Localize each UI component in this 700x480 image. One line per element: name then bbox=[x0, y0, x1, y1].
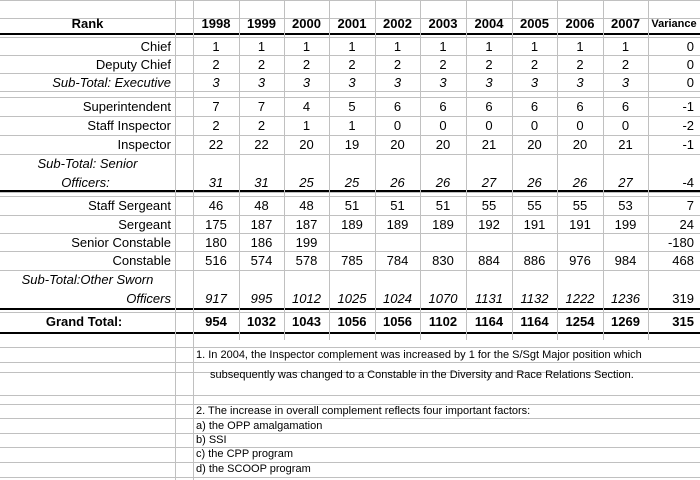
row-value: 51 bbox=[344, 198, 360, 213]
row-value: 954 bbox=[205, 314, 227, 329]
row-value: 6 bbox=[439, 99, 447, 114]
row-value: 3 bbox=[348, 75, 356, 90]
row-value: 25 bbox=[299, 175, 314, 190]
row-value: 1070 bbox=[428, 291, 458, 306]
row-value: 884 bbox=[478, 253, 500, 268]
row-value: 2 bbox=[485, 57, 493, 72]
row-value: 1024 bbox=[383, 291, 412, 306]
row-variance: -1 bbox=[682, 137, 694, 152]
row-label: Superintendent bbox=[82, 99, 171, 114]
header-year: 2003 bbox=[428, 16, 458, 31]
row-value: 1 bbox=[257, 39, 266, 54]
row-value: 1236 bbox=[611, 291, 640, 306]
row-value: 20 bbox=[527, 137, 542, 152]
footnote-line: b) SSI bbox=[196, 434, 227, 446]
row-value: 180 bbox=[205, 235, 227, 250]
row-value: 1012 bbox=[292, 291, 321, 306]
row-label: Staff Inspector bbox=[87, 118, 171, 133]
row-label: Constable bbox=[112, 253, 171, 268]
row-value: 6 bbox=[530, 99, 539, 114]
row-value: 2 bbox=[530, 57, 539, 72]
row-value: 0 bbox=[576, 118, 584, 133]
row-value: 516 bbox=[205, 253, 227, 268]
row-value: 1 bbox=[393, 39, 402, 54]
row-value: 26 bbox=[527, 175, 542, 190]
row-value: 1254 bbox=[565, 314, 595, 329]
row-value: 22 bbox=[208, 137, 224, 152]
row-label: Sub-Total:Other Sworn bbox=[21, 272, 154, 287]
row-label: Sub-Total: Senior bbox=[37, 156, 138, 171]
row-value: 3 bbox=[393, 75, 402, 90]
footnote-line: c) the CPP program bbox=[196, 448, 294, 460]
row-value: 1222 bbox=[565, 291, 595, 306]
row-value: 199 bbox=[295, 235, 318, 250]
row-value: 199 bbox=[614, 217, 637, 232]
row-value: 1032 bbox=[247, 314, 276, 329]
header-rank: Rank bbox=[71, 16, 104, 31]
footnote-line: 2. The increase in overall complement reflects four important factors: bbox=[196, 405, 531, 417]
grid-line bbox=[0, 447, 700, 448]
divider-line bbox=[0, 33, 700, 35]
grid-line bbox=[0, 418, 700, 419]
row-value: 1 bbox=[302, 39, 311, 54]
row-value: 4 bbox=[302, 99, 311, 114]
row-value: 7 bbox=[257, 99, 266, 114]
row-value: 186 bbox=[250, 235, 273, 250]
row-value: 995 bbox=[250, 291, 273, 306]
row-value: 6 bbox=[393, 99, 402, 114]
row-value: 917 bbox=[205, 291, 227, 306]
grid-line bbox=[193, 340, 194, 480]
row-value: 3 bbox=[212, 75, 220, 90]
row-value: 51 bbox=[390, 198, 405, 213]
row-value: 3 bbox=[439, 75, 447, 90]
row-value: 1056 bbox=[337, 314, 367, 329]
row-value: 1 bbox=[439, 39, 447, 54]
row-value: 1102 bbox=[428, 314, 458, 329]
row-value: 55 bbox=[527, 198, 542, 213]
grid-line bbox=[0, 362, 700, 363]
row-value: 0 bbox=[621, 118, 630, 133]
row-value: 6 bbox=[576, 99, 584, 114]
footnote-line: subsequently was changed to a Constable in the Diversity and Race Relations Section. bbox=[210, 369, 634, 381]
grid-line bbox=[175, 340, 176, 480]
header-year: 2004 bbox=[474, 16, 504, 31]
row-value: 984 bbox=[614, 253, 637, 268]
footnote-line: d) the SCOOP program bbox=[196, 463, 311, 475]
row-value: 25 bbox=[344, 175, 360, 190]
row-value: 1043 bbox=[292, 314, 321, 329]
row-value: 55 bbox=[481, 198, 497, 213]
row-label: Sub-Total: Executive bbox=[52, 75, 171, 90]
row-value: 53 bbox=[618, 198, 633, 213]
row-value: 27 bbox=[618, 175, 633, 190]
row-value: 1 bbox=[212, 39, 220, 54]
row-variance: 24 bbox=[679, 217, 694, 232]
row-value: 784 bbox=[386, 253, 409, 268]
row-value: 189 bbox=[386, 217, 409, 232]
row-value: 31 bbox=[254, 175, 269, 190]
row-value: 26 bbox=[435, 175, 451, 190]
row-value: 191 bbox=[523, 217, 546, 232]
row-variance: -1 bbox=[682, 99, 694, 114]
header-year: 2001 bbox=[337, 16, 367, 31]
row-value: 20 bbox=[299, 137, 314, 152]
header-year: 2005 bbox=[520, 16, 549, 31]
row-label: Staff Sergeant bbox=[88, 198, 171, 213]
header-year: 2007 bbox=[611, 16, 640, 31]
row-variance: -2 bbox=[682, 118, 694, 133]
row-value: 3 bbox=[257, 75, 266, 90]
row-value: 19 bbox=[344, 137, 360, 152]
header-year: 1999 bbox=[247, 16, 276, 31]
row-value: 187 bbox=[250, 217, 273, 232]
row-value: 1 bbox=[302, 118, 311, 133]
row-label: Senior Constable bbox=[71, 235, 171, 250]
row-variance: 0 bbox=[686, 57, 694, 72]
row-value: 1 bbox=[621, 39, 630, 54]
grid-line bbox=[0, 192, 700, 193]
row-label-continued: Officers bbox=[126, 291, 171, 306]
row-value: 55 bbox=[572, 198, 588, 213]
grid-line bbox=[175, 0, 176, 340]
row-value: 1164 bbox=[474, 314, 504, 329]
row-value: 574 bbox=[250, 253, 273, 268]
row-variance: -180 bbox=[667, 235, 694, 250]
row-value: 187 bbox=[295, 217, 318, 232]
row-value: 1164 bbox=[520, 314, 549, 329]
row-label: Grand Total: bbox=[45, 314, 123, 329]
row-value: 830 bbox=[432, 253, 454, 268]
row-value: 2 bbox=[576, 57, 584, 72]
row-value: 1 bbox=[348, 39, 356, 54]
row-value: 6 bbox=[485, 99, 493, 114]
row-value: 2 bbox=[257, 118, 266, 133]
row-value: 2 bbox=[621, 57, 630, 72]
row-value: 2 bbox=[348, 57, 356, 72]
header-year: 2002 bbox=[383, 16, 412, 31]
row-value: 21 bbox=[481, 137, 497, 152]
header-year: 2000 bbox=[292, 16, 321, 31]
header-year: 2006 bbox=[565, 16, 595, 31]
row-value: 1 bbox=[348, 118, 356, 133]
row-value: 976 bbox=[569, 253, 591, 268]
row-variance: 315 bbox=[672, 314, 694, 329]
row-label: Deputy Chief bbox=[95, 57, 171, 72]
row-value: 2 bbox=[212, 57, 220, 72]
row-value: 48 bbox=[299, 198, 314, 213]
grid-line bbox=[0, 462, 700, 463]
row-label: Sergeant bbox=[118, 217, 171, 232]
row-variance: 468 bbox=[672, 253, 694, 268]
footnote-line: 1. In 2004, the Inspector complement was increased by 1 for the S/Sgt Major position which bbox=[196, 349, 642, 361]
row-value: 175 bbox=[205, 217, 227, 232]
row-value: 1132 bbox=[520, 291, 549, 306]
row-value: 3 bbox=[485, 75, 493, 90]
grid-line bbox=[0, 433, 700, 434]
row-value: 189 bbox=[341, 217, 363, 232]
row-value: 46 bbox=[208, 198, 224, 213]
grid-line bbox=[0, 0, 700, 1]
row-value: 785 bbox=[341, 253, 363, 268]
row-value: 51 bbox=[435, 198, 451, 213]
row-value: 1131 bbox=[475, 291, 503, 306]
row-value: 2 bbox=[257, 57, 266, 72]
row-value: 192 bbox=[478, 217, 500, 232]
row-value: 27 bbox=[481, 175, 497, 190]
header-variance: Variance bbox=[651, 18, 697, 30]
row-value: 1 bbox=[576, 39, 584, 54]
row-value: 1056 bbox=[383, 314, 412, 329]
row-value: 20 bbox=[435, 137, 451, 152]
row-variance: 7 bbox=[686, 198, 694, 213]
row-variance: 0 bbox=[686, 39, 694, 54]
row-value: 2 bbox=[212, 118, 220, 133]
row-label: Inspector bbox=[117, 137, 171, 152]
row-value: 2 bbox=[393, 57, 402, 72]
row-value: 3 bbox=[621, 75, 630, 90]
row-value: 0 bbox=[485, 118, 493, 133]
row-value: 6 bbox=[621, 99, 630, 114]
row-variance: -4 bbox=[682, 175, 694, 190]
footnote-line: a) the OPP amalgamation bbox=[196, 420, 323, 432]
row-value: 1269 bbox=[611, 314, 640, 329]
row-value: 22 bbox=[254, 137, 269, 152]
row-value: 20 bbox=[572, 137, 588, 152]
grid-line bbox=[0, 395, 700, 396]
row-variance: 0 bbox=[686, 75, 694, 90]
divider-line bbox=[0, 308, 700, 310]
row-value: 3 bbox=[302, 75, 311, 90]
row-label-continued: Officers: bbox=[61, 175, 110, 190]
row-value: 7 bbox=[212, 99, 220, 114]
row-value: 1 bbox=[485, 39, 493, 54]
row-value: 0 bbox=[530, 118, 539, 133]
row-value: 3 bbox=[576, 75, 584, 90]
row-value: 26 bbox=[390, 175, 405, 190]
row-value: 20 bbox=[390, 137, 405, 152]
divider-line bbox=[0, 332, 700, 334]
row-value: 189 bbox=[432, 217, 454, 232]
grid-line bbox=[0, 477, 700, 478]
row-value: 0 bbox=[393, 118, 402, 133]
header-year: 1998 bbox=[201, 16, 231, 31]
row-value: 48 bbox=[254, 198, 269, 213]
row-variance: 319 bbox=[672, 291, 694, 306]
row-value: 26 bbox=[572, 175, 588, 190]
row-value: 191 bbox=[569, 217, 591, 232]
row-value: 5 bbox=[348, 99, 356, 114]
row-value: 886 bbox=[523, 253, 546, 268]
row-value: 2 bbox=[302, 57, 311, 72]
row-value: 0 bbox=[439, 118, 447, 133]
row-value: 1025 bbox=[337, 291, 367, 306]
row-value: 31 bbox=[208, 175, 224, 190]
row-value: 1 bbox=[530, 39, 539, 54]
row-value: 21 bbox=[618, 137, 633, 152]
row-label: Chief bbox=[140, 39, 171, 54]
row-value: 2 bbox=[439, 57, 447, 72]
row-value: 3 bbox=[530, 75, 539, 90]
row-value: 578 bbox=[295, 253, 318, 268]
